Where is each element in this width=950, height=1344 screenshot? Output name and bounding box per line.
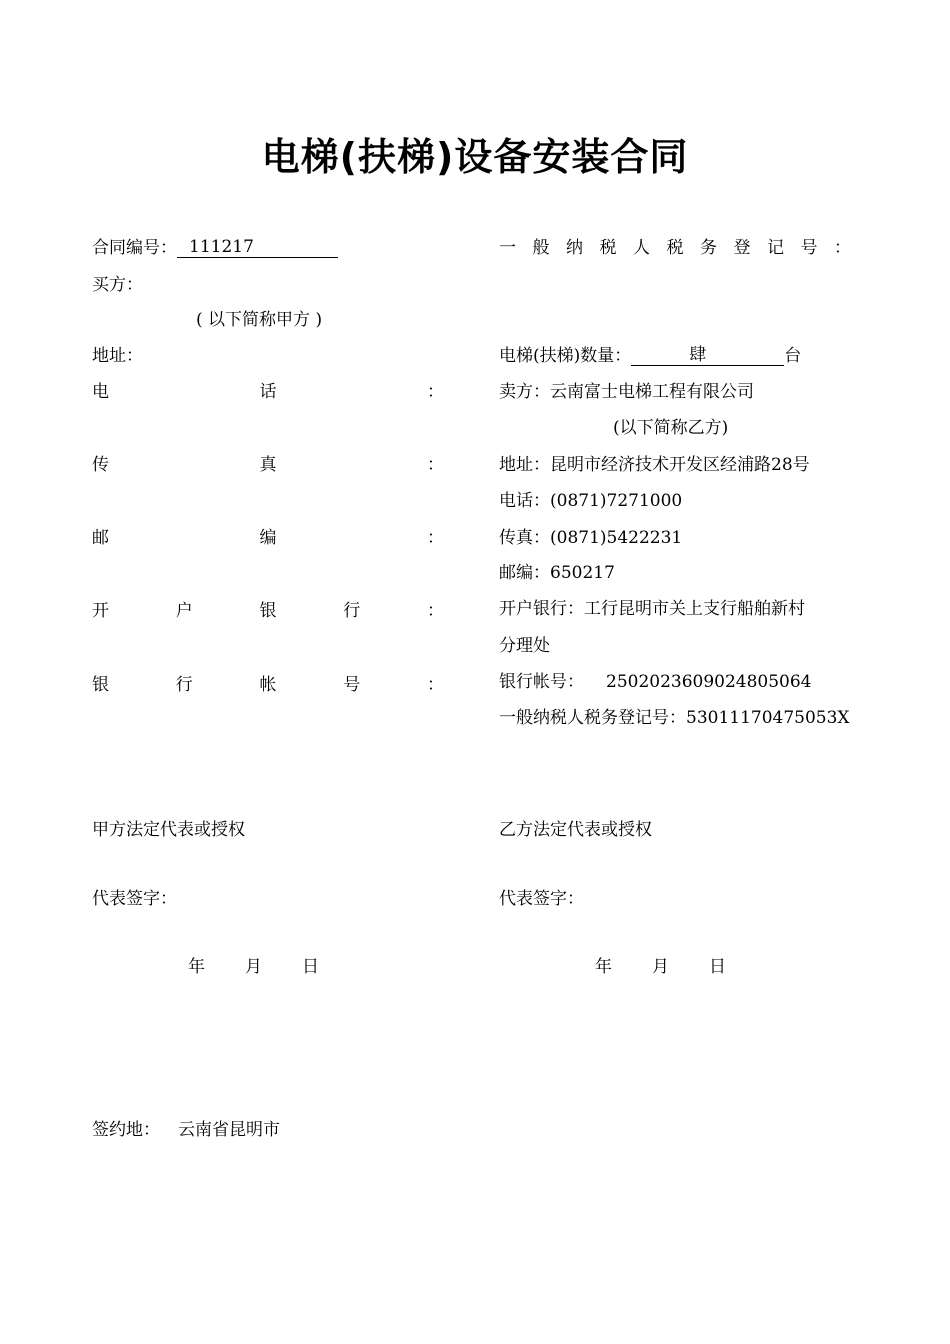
seller-fax: 传真：(0871)5422231 (499, 528, 683, 548)
buyer-bank-label: 开 户 银 行 ： (92, 601, 444, 621)
buyer-phone-label: 电 话 ： (92, 382, 444, 402)
right-taxreg-heading: 一 般 纳 税 人 税 务 登 记 号 ： (499, 238, 851, 258)
contract-number-field (177, 239, 338, 258)
signing-place (92, 1120, 280, 1140)
document-title: 电梯(扶梯)设备安装合同 (261, 135, 689, 179)
buyer-account-label: 银 行 帐 号 ： (92, 675, 444, 695)
seller-taxreg: 一般纳税人税务登记号：53011170475053X (499, 708, 850, 728)
seller-note: (以下简称乙方) (613, 418, 729, 438)
contract-number (92, 238, 338, 258)
quantity-field (631, 347, 784, 366)
seller-account-label: 银行帐号： (499, 672, 584, 692)
buyer-label: 买方： (92, 275, 143, 295)
party-b-representative: 乙方法定代表或授权 (499, 820, 652, 840)
seller-postcode: 邮编：650217 (499, 563, 615, 583)
quantity-value: 肆 (689, 345, 707, 365)
seller-phone: 电话：(0871)7271000 (499, 491, 683, 511)
seller-account (499, 672, 812, 692)
party-a-representative: 甲方法定代表或授权 (92, 820, 245, 840)
party-a-date: 年 月 日 (188, 957, 319, 977)
quantity-unit: 台 (784, 346, 802, 366)
contract-number-value: 111217 (189, 237, 254, 257)
signing-place-value: 云南省昆明市 (178, 1120, 280, 1140)
seller-bank-line2: 分理处 (499, 636, 550, 656)
buyer-address-label: 地址： (92, 346, 143, 366)
buyer-note: ( 以下简称甲方 ) (196, 310, 323, 330)
seller-address: 地址：昆明市经济技术开发区经浦路28号 (499, 455, 810, 475)
seller-name: 卖方：云南富士电梯工程有限公司 (499, 382, 754, 402)
party-b-signature: 代表签字： (499, 889, 584, 909)
party-b-date: 年 月 日 (595, 957, 726, 977)
elevator-quantity (499, 346, 801, 366)
buyer-post-label: 邮 编 ： (92, 528, 444, 548)
seller-bank-line1: 开户银行：工行昆明市关上支行船舶新村 (499, 599, 805, 619)
party-a-signature: 代表签字： (92, 889, 177, 909)
signing-place-label: 签约地： (92, 1120, 160, 1140)
quantity-label: 电梯(扶梯)数量： (499, 346, 632, 366)
seller-account-value: 2502023609024805064 (606, 672, 812, 692)
buyer-fax-label: 传 真 ： (92, 455, 444, 475)
contract-number-label: 合同编号： (92, 238, 177, 258)
